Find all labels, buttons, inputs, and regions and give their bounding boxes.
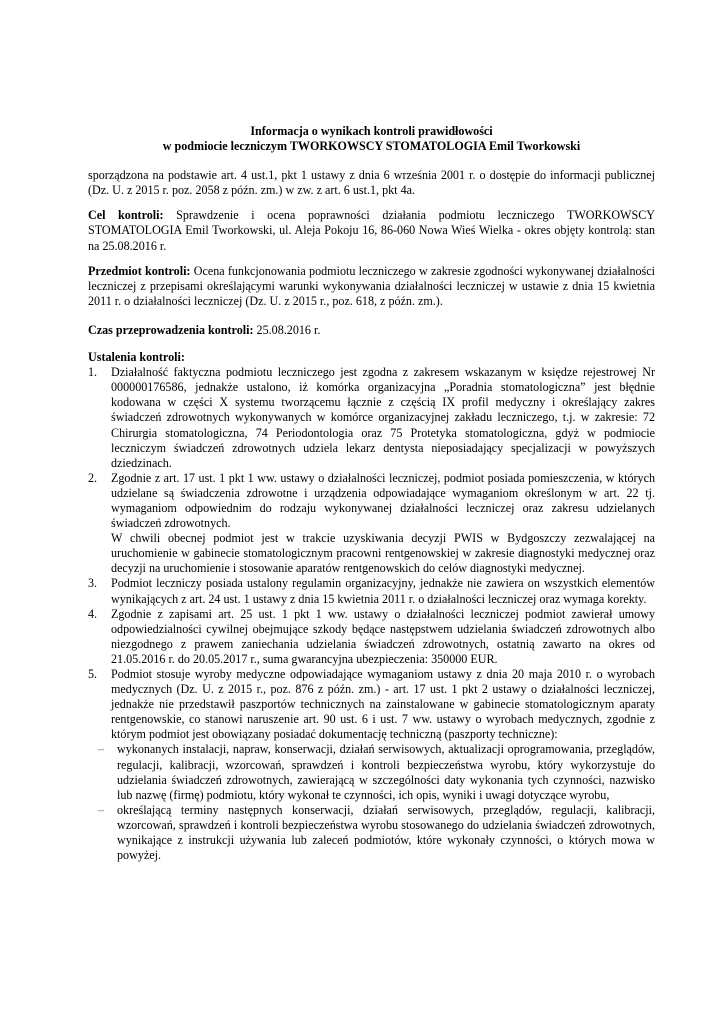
finding-number: 4.	[88, 606, 98, 621]
dash-list-item	[88, 803, 655, 863]
document-title	[88, 124, 655, 154]
finding-item	[88, 576, 655, 606]
subject-paragraph	[88, 264, 655, 309]
finding-extra-text: W chwili obecnej podmiot jest w trakcie uzyskiwania decyzji PWIS w Bydgoszczy zezwalającej na uruchomienie w gabinecie stomatologicznym pracowni rentgenowskiej w zakresie diagnostyki medycznej oraz decyzji na uruchomienie i stosowanie aparatów rentgenowskich do celów diagnostyki medycznej.	[111, 531, 655, 576]
finding-number: 5.	[88, 667, 98, 681]
dash-list-item	[88, 742, 655, 802]
dash-item-text: określającą terminy następnych konserwacji, działań serwisowych, przeglądów, regulacji, kalibracji, wzorcowań, sprawdzeń i kontroli bezpieczeństwa wyrobu stosowanego do udzielania świadczeń zdrowotnych, wynikające z instrukcji używania lub zaleceń podmiotów, które wykonały czynności, o których mowa w powyżej.	[117, 802, 655, 863]
finding-text: Podmiot stosuje wyroby medyczne odpowiadające wymaganiom ustawy z dnia 20 maja 2010 r. o wyrobach medycznych (Dz. U. z 2015 r., poz. 876 z późn. zm.) - art. 17 ust. 1 pkt 2 ustawy o działalności leczniczej, jednakże nie przedstawił paszportów technicznych na zainstalowane w gabinecie stomatologicznym aparaty rentgenowskie, co stanowi naruszenie art. 90 ust. 6 i ust. 7 ww. ustawy o wyrobach medycznych, zgodnie z którym podmiot jest obowiązany posiadać dokumentację techniczną (paszporty techniczne):	[111, 667, 655, 742]
dash-bullet-icon: –	[98, 742, 105, 757]
title-line-1: Informacja o wynikach kontroli prawidłowości	[250, 124, 493, 138]
findings-heading	[88, 350, 655, 365]
document-page	[88, 124, 655, 863]
legal-basis-paragraph: sporządzona na podstawie art. 4 ust.1, pkt 1 ustawy z dnia 6 września 2001 r. o dostępie do informacji publicznej (Dz. U. z 2015 r. poz. 2058 z późn. zm.) w zw. z art. 6 ust.1, pkt 4a.	[88, 168, 655, 198]
goal-text: Sprawdzenie i ocena poprawności działania podmiotu leczniczego TWORKOWSCY STOMATOLOGIA Emil Tworkowski, ul. Aleja Pokoju 16, 86-060 Nowa Wieś Wielka - okres objęty kontrolą: stan na 25.08.2016 r.	[88, 208, 655, 253]
goal-label: Cel kontroli:	[88, 208, 164, 223]
finding-number: 1.	[88, 365, 98, 380]
subject-text: Ocena funkcjonowania podmiotu leczniczego w zakresie zgodności wykonywanej działalności leczniczej z przepisami określającymi warunki wykonywania działalności leczniczej w ustawie z dnia 15 kwietnia 2011 r. o działalności leczniczej (Dz. U. z 2015 r., poz. 618, z późn. zm.).	[88, 263, 655, 308]
documentation-requirements-list	[88, 742, 655, 863]
findings-list	[88, 365, 655, 742]
finding-item	[88, 607, 655, 667]
inspection-time-paragraph	[88, 323, 655, 338]
goal-paragraph	[88, 208, 655, 253]
findings-label: Ustalenia kontroli:	[88, 350, 185, 365]
inspection-time-label: Czas przeprowadzenia kontroli:	[88, 322, 254, 337]
title-line-2-prefix: w podmiocie leczniczym	[162, 139, 288, 154]
title-entity-name: TWORKOWSCY STOMATOLOGIA Emil Tworkowski	[289, 139, 581, 154]
finding-text: Zgodnie z art. 17 ust. 1 pkt 1 ww. ustawy o działalności leczniczej, podmiot posiada pomieszczenia, w których udzielane są świadczenia zdrowotne i urządzenia odpowiadające wymaganiom określonym w art. 22 tj. wymaganiom odpowiednim do rodzaju wykonywanej działalności leczniczej oraz zakresu udzielanych świadczeń zdrowotnych.	[111, 470, 655, 531]
finding-item	[88, 365, 655, 471]
finding-text: Zgodnie z zapisami art. 25 ust. 1 pkt 1 ww. ustawy o działalności leczniczej podmiot zawierał umowy odpowiedzialności cywilnej obejmujące szkody będące następstwem udzielania świadczeń zdrowotnych albo niezgodnego z prawem zaniechania udzielania świadczeń zdrowotnych, ostatnią zawarto na okres od 21.05.2016 r. do 20.05.2017 r., suma gwarancyjna ubezpieczenia: 350000 EUR.	[111, 606, 655, 666]
finding-text: Podmiot leczniczy posiada ustalony regulamin organizacyjny, jednakże nie zawiera on wszystkich elementów wynikających z art. 24 ust. 1 ustawy z dnia 15 kwietnia 2011 r. o działalności leczniczej oraz wymaga korekty.	[111, 576, 655, 606]
finding-item	[88, 471, 655, 577]
dash-item-text: wykonanych instalacji, napraw, konserwacji, działań serwisowych, aktualizacji oprogramowania, przeglądów, regulacji, kalibracji, wzorcowań, sprawdzeń i kontroli bezpieczeństwa wyrobu, który wykorzystuje do udzielania świadczeń zdrowotnych, zawierającą w szczególności daty wykonania tych czynności, nazwisko lub nazwę (firmę) podmiotu, który wykonał te czynności, ich opis, wyniki i uwagi dotyczące wyrobu,	[117, 742, 655, 802]
inspection-time-value: 25.08.2016 r.	[256, 322, 321, 337]
dash-bullet-icon: –	[98, 802, 105, 817]
finding-item	[88, 667, 655, 742]
finding-number: 2.	[88, 470, 98, 485]
finding-number: 3.	[88, 576, 98, 591]
subject-label: Przedmiot kontroli:	[88, 263, 191, 278]
finding-text: Działalność faktyczna podmiotu leczniczego jest zgodna z zakresem wskazanym w księdze rejestrowej Nr 000000176586, jednakże ustalono, iż komórka organizacyjna „Poradnia stomatologiczna” jest błędnie kodowana w części X systemu tworzącemu łącznie z częścią IX profil medyczny i określający zakres świadczeń zdrowotnych wykonywanych w komórce organizacyjnej zakładu leczniczego, t.j. w zakresie: 72 Chirurgia stomatologiczna, 74 Periodontologia oraz 75 Protetyka stomatologiczna, gdyż w podmiocie leczniczym świadczeń zdrowotnych udziela lekarz dentysta nieposiadający specjalizacji w powyższych dziedzinach.	[111, 365, 655, 470]
